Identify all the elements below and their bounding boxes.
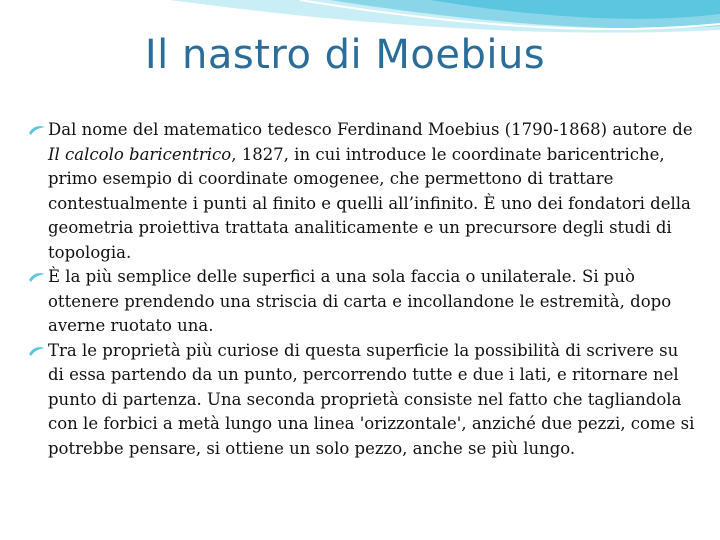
bullet-item-definition [28, 265, 698, 339]
book-title-italic: Il calcolo baricentrico [48, 144, 232, 164]
bullet-item-origin [28, 118, 698, 265]
swoosh-bullet-icon [28, 124, 46, 136]
bullet-text: Tra le proprietà più curiose di questa superficie la possibilità di scrivere su di essa partendo da un punto, percorrendo tutte e due i lati, e ritornare nel punto di partenza. Una seconda proprietà consiste nel fatto che tagliandola con le forbici a metà lungo una linea 'orizzontale', anziché due pezzi, come si potrebbe pensare, si ottiene un solo pezzo, anche se più lungo. [48, 340, 695, 458]
bullet-item-properties [28, 339, 698, 462]
swoosh-bullet-icon [28, 271, 46, 283]
bullet-text-part: , 1827, in cui introduce le coordinate baricentriche, primo esempio di coordinate omogenee, che permettono di trattare contestualmente i punti al finito e quelli all’infinito. È uno dei fondatori della geometria proiettiva trattata analiticamente e un precursore degli studi di topologia. [48, 144, 691, 262]
swoosh-bullet-icon [28, 345, 46, 357]
bullet-list [28, 118, 698, 461]
bullet-text [48, 118, 698, 265]
bullet-text: È la più semplice delle superfici a una sola faccia o unilaterale. Si può ottenere prendendo una striscia di carta e incollandone le estremità, dopo averne ruotato una. [48, 267, 672, 335]
slide-title: Il nastro di Moebius [144, 32, 546, 78]
bullet-text-part: Dal nome del matematico tedesco Ferdinand Moebius (1790-1868) autore de [48, 120, 693, 139]
